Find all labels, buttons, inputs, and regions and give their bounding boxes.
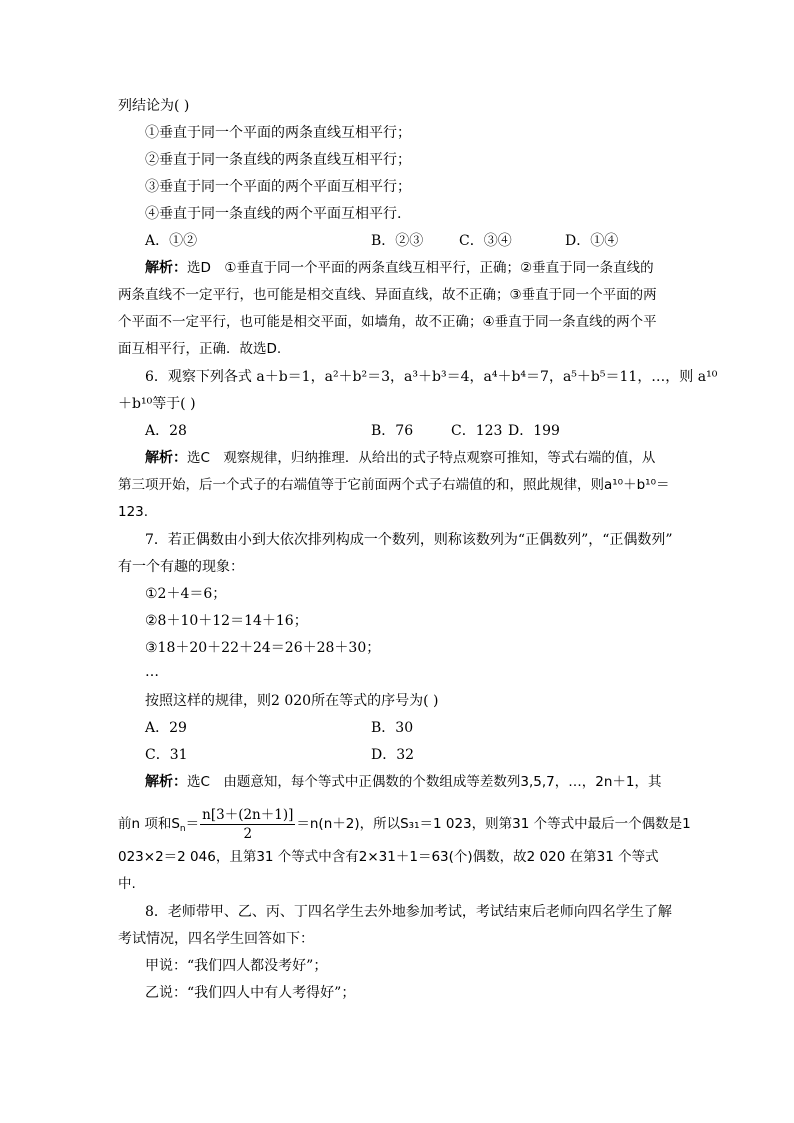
option-d: D．①④ (565, 233, 619, 249)
question-8-stem: 8．老师带甲、乙、丙、丁四名学生去外地参加考试，考试结束后老师向四名学生了解 (145, 904, 672, 920)
equation-item: ①2＋4＝6； (145, 586, 227, 602)
statement-3: ③垂直于同一个平面的两个平面互相平行； (145, 179, 411, 195)
question-fragment: 列结论为( ) (118, 98, 190, 114)
explanation-line: 面互相平行，正确．故选D. (118, 341, 282, 357)
option-c: C．31 (145, 747, 188, 763)
student-statement: 乙说：“我们四人中有人考得好”； (145, 985, 356, 1001)
explanation-line-fraction (118, 804, 691, 844)
explanation-line: 两条直线不一定平行，也可能是相交直线、异面直线，故不正确；③垂直于同一个平面的两 (118, 287, 657, 303)
question-text: 观察下列各式 (167, 369, 252, 385)
equation: a³＋b³＝4 (404, 369, 470, 385)
equation: a²＋b²＝3 (324, 369, 391, 385)
equation: a⁵＋b⁵＝11 (562, 369, 638, 385)
fraction-numerator: n[3＋(2n＋1)] (202, 806, 294, 823)
option-b: B．30 (371, 720, 414, 736)
subscript: n (179, 824, 186, 834)
explanation-label: 解析： (145, 774, 187, 790)
explanation-label: 解析： (145, 260, 187, 276)
statement-1: ①垂直于同一个平面的两条直线互相平行； (145, 125, 411, 141)
explanation-line (145, 772, 662, 792)
question-7-stem-cont: 有一个有趣的现象： (118, 559, 244, 575)
equation-item: ②8＋10＋12＝14＋16； (145, 613, 308, 629)
question-6-stem-cont (118, 394, 196, 414)
question-7-stem: 7．若正偶数由小到大依次排列构成一个数列，则称该数列为“正偶数列”，“正偶数列” (145, 532, 673, 548)
explanation-label: 解析： (145, 450, 187, 466)
explanation-text: 前n 项和S (118, 816, 180, 832)
explanation-line (145, 448, 655, 468)
explanation-line: 123. (118, 504, 149, 520)
question-number: 6． (145, 369, 168, 385)
explanation-text: 选D ①垂直于同一个平面的两条直线互相平行，正确；②垂直于同一条直线的 (187, 260, 654, 276)
question-text: ，…，则 (637, 369, 694, 385)
target-expression: a¹⁰ (697, 369, 718, 385)
explanation-line: 中. (118, 876, 136, 892)
option-b: B．②③ (371, 233, 424, 249)
equation: a⁴＋b⁴＝7 (483, 369, 549, 385)
option-a: A．①② (145, 233, 198, 249)
explanation-line (145, 258, 654, 278)
fraction-denominator: 2 (243, 825, 253, 842)
explanation-line: 023×2＝2 046，且第31 个等式中含有2×31＋1＝63(个)偶数，故2 020 在第31 个等式 (118, 849, 659, 865)
option-d: D．199 (508, 423, 560, 439)
explanation-line: 个平面不一定平行，也可能是相交平面，如墙角，故不正确；④垂直于同一条直线的两个平 (118, 314, 657, 330)
explanation-text: 选C 观察规律，归纳推理．从给出的式子特点观察可推知，等式右端的值，从 (187, 450, 656, 466)
student-statement: 甲说：“我们四人都没考好”； (145, 958, 328, 974)
equation-item: ③18＋20＋22＋24＝26＋28＋30； (145, 640, 381, 656)
option-a: A．28 (145, 423, 187, 439)
question-8-stem-cont: 考试情况，四名学生回答如下： (118, 931, 314, 947)
explanation-text: ＝n(n＋2)，所以S₃₁＝1 023，则第31 个等式中最后一个偶数是1 (296, 816, 691, 832)
option-c: C．123 (451, 423, 503, 439)
question-6-stem: 6．观察下列各式 a＋b＝1，a²＋b²＝3，a³＋b³＝4，a⁴＋b⁴＝7，a⁵＋b⁵＝11，…，则 a¹⁰ (145, 369, 718, 385)
question-text: 等于( ) (152, 396, 196, 412)
statement-4: ④垂直于同一条直线的两个平面互相平行. (145, 206, 402, 222)
option-c: C．③④ (459, 233, 512, 249)
equals-sign: ＝ (185, 816, 200, 832)
option-a: A．29 (145, 720, 187, 736)
target-expression: ＋b¹⁰ (118, 396, 153, 412)
statement-2: ②垂直于同一条直线的两条直线互相平行； (145, 152, 411, 168)
question-7-ask: 按照这样的规律，则2 020所在等式的序号为( ) (145, 693, 439, 709)
equation: a＋b＝1 (256, 369, 311, 385)
explanation-line: 第三项开始，后一个式子的右端值等于它前面两个式子右端值的和，照此规律，则a¹⁰＋b¹⁰＝ (118, 477, 670, 493)
option-b: B．76 (371, 423, 414, 439)
explanation-text: 选C 由题意知，每个等式中正偶数的个数组成等差数列3,5,7，…，2n＋1，其 (187, 774, 662, 790)
ellipsis: … (145, 664, 159, 680)
fraction (200, 806, 295, 843)
option-d: D．32 (371, 747, 415, 763)
